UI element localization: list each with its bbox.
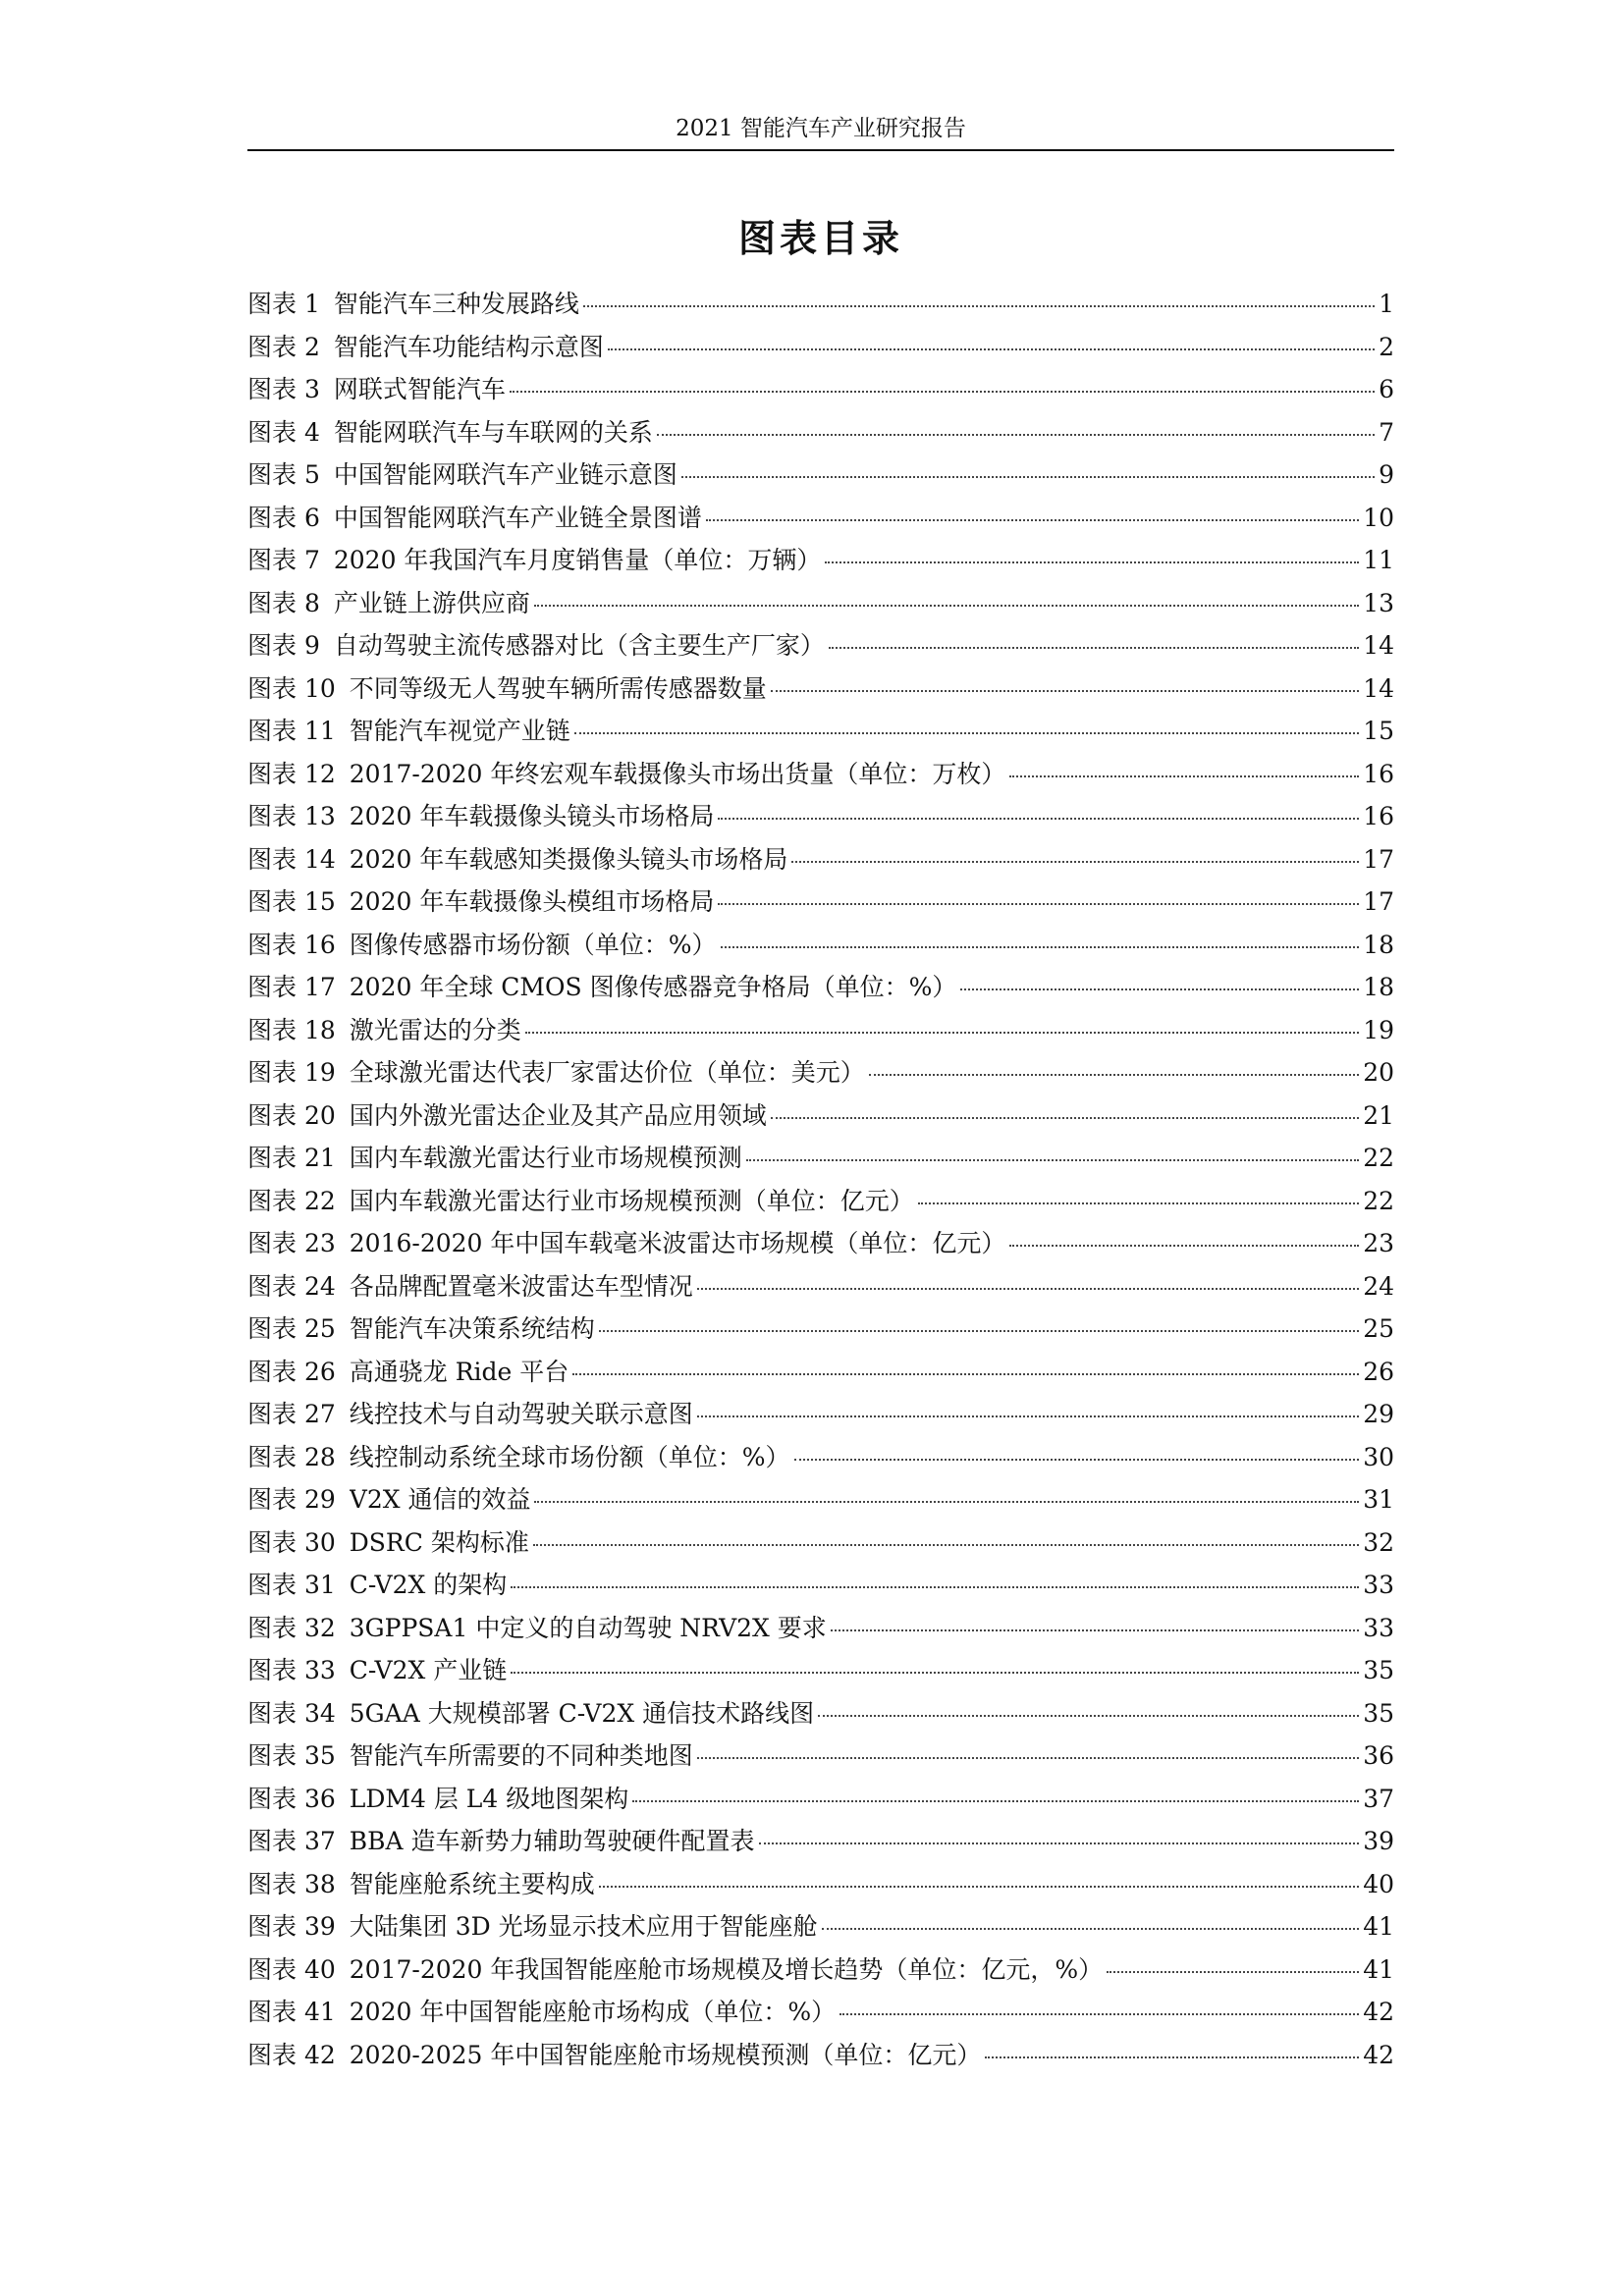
toc-entry-title: 智能汽车三种发展路线: [333, 290, 579, 318]
dot-leader: [572, 1373, 1359, 1375]
toc-entry-page-number: 24: [1363, 1271, 1394, 1301]
toc-entry[interactable]: [247, 844, 1394, 887]
toc-entry-title: 国内车载激光雷达行业市场规模预测: [349, 1144, 742, 1172]
toc-entry-title: 2020 年车载摄像头模组市场格局: [349, 887, 715, 916]
toc-entry-title: 不同等级无人驾驶车辆所需传感器数量: [349, 673, 767, 703]
toc-entry-title: 各品牌配置毫米波雷达车型情况: [349, 1271, 693, 1301]
dot-leader: [510, 391, 1375, 393]
dot-leader: [721, 946, 1360, 948]
toc-entry[interactable]: [247, 1954, 1394, 1998]
toc-entry-label: 图表 35: [247, 1741, 336, 1770]
toc-entry-label: 图表 34: [247, 1698, 336, 1728]
toc-entry-label: 图表 26: [247, 1357, 336, 1386]
toc-entry-label: 图表 15: [247, 887, 336, 916]
toc-entry[interactable]: [247, 1057, 1394, 1100]
dot-leader: [985, 2056, 1359, 2058]
toc-entry-page-number: 22: [1363, 1144, 1394, 1172]
header-divider: [247, 149, 1394, 151]
toc-entry[interactable]: [247, 1570, 1394, 1613]
toc-entry-title: 国内外激光雷达企业及其产品应用领域: [349, 1100, 767, 1130]
dot-leader: [794, 1459, 1360, 1461]
toc-entry-title: 产业链上游供应商: [333, 588, 530, 617]
toc-entry-label: 图表 3: [247, 375, 320, 403]
toc-entry-page-number: 6: [1379, 375, 1394, 403]
dot-leader: [583, 305, 1375, 307]
dot-leader: [759, 1842, 1360, 1844]
toc-entry-title: 网联式智能汽车: [333, 375, 506, 403]
toc-entry[interactable]: [247, 886, 1394, 930]
toc-entry-title: 激光雷达的分类: [349, 1015, 521, 1044]
toc-entry[interactable]: [247, 1186, 1394, 1229]
toc-entry-label: 图表 23: [247, 1229, 336, 1257]
toc-entry-label: 图表 30: [247, 1527, 336, 1557]
toc-entry-title: 2020 年我国汽车月度销售量（单位：万辆）: [333, 546, 822, 574]
toc-entry-page-number: 13: [1363, 588, 1394, 617]
toc-entry-page-number: 39: [1363, 1827, 1394, 1855]
toc-entry-label: 图表 8: [247, 588, 320, 617]
toc-entry-title: 中国智能网联汽车产业链示意图: [333, 460, 677, 489]
toc-entry-title: 2020 年车载摄像头镜头市场格局: [349, 802, 715, 830]
toc-entry-page-number: 35: [1363, 1698, 1394, 1728]
toc-entry-label: 图表 38: [247, 1869, 336, 1898]
toc-entry-page-number: 9: [1379, 460, 1394, 489]
dot-leader: [599, 1886, 1359, 1888]
dot-leader: [697, 1288, 1359, 1290]
toc-entry[interactable]: [247, 2040, 1394, 2083]
dot-leader: [599, 1330, 1359, 1332]
toc-entry-title: 线控技术与自动驾驶关联示意图: [349, 1400, 693, 1428]
toc-entry[interactable]: [247, 1869, 1394, 1912]
toc-entry-label: 图表 27: [247, 1400, 336, 1428]
toc-entry-title: 全球激光雷达代表厂家雷达价位（单位：美元）: [349, 1058, 865, 1087]
dot-leader: [525, 1032, 1359, 1034]
toc-entry[interactable]: [247, 1399, 1394, 1442]
dot-leader: [534, 605, 1359, 607]
toc-entry-title: 智能汽车所需要的不同种类地图: [349, 1741, 693, 1770]
toc-entry[interactable]: [247, 1271, 1394, 1314]
dot-leader: [869, 1074, 1359, 1076]
toc-entry-label: 图表 31: [247, 1571, 336, 1599]
toc-entry-label: 图表 40: [247, 1954, 336, 1984]
toc-entry[interactable]: [247, 1911, 1394, 1954]
toc-entry-title: V2X 通信的效益: [349, 1485, 531, 1514]
toc-entry[interactable]: [247, 1997, 1394, 2040]
toc-entry[interactable]: [247, 759, 1394, 802]
toc-entry-title: 高通骁龙 Ride 平台: [349, 1357, 569, 1386]
dot-leader: [791, 861, 1359, 863]
toc-entry-title: 自动驾驶主流传感器对比（含主要生产厂家）: [333, 631, 825, 660]
toc-entry-title: C-V2X 的架构: [349, 1571, 508, 1599]
toc-entry-label: 图表 18: [247, 1015, 336, 1044]
toc-entry-title: DSRC 架构标准: [349, 1527, 529, 1557]
toc-entry-page-number: 7: [1379, 417, 1394, 447]
toc-entry-page-number: 17: [1363, 844, 1394, 874]
toc-entry[interactable]: [247, 417, 1394, 460]
toc-entry-title: 2020 年中国智能座舱市场构成（单位：%）: [349, 1998, 837, 2026]
toc-entry-label: 图表 20: [247, 1100, 336, 1130]
toc-entry-label: 图表 39: [247, 1912, 336, 1941]
toc-entry-page-number: 35: [1363, 1656, 1394, 1684]
toc-entry-title: 智能汽车功能结构示意图: [333, 332, 604, 361]
toc-entry-page-number: 16: [1363, 802, 1394, 830]
toc-entry-label: 图表 25: [247, 1314, 336, 1343]
toc-entry-label: 图表 16: [247, 930, 336, 959]
toc-entry[interactable]: [247, 1740, 1394, 1784]
toc-entry[interactable]: [247, 716, 1394, 759]
toc-entry-page-number: 36: [1363, 1741, 1394, 1770]
toc-entry-page-number: 42: [1363, 2040, 1394, 2069]
dot-leader: [822, 1928, 1360, 1930]
toc-entry[interactable]: [247, 1100, 1394, 1144]
toc-entry-label: 图表 33: [247, 1656, 336, 1684]
toc-entry-label: 图表 28: [247, 1442, 336, 1471]
toc-entry-page-number: 41: [1363, 1912, 1394, 1941]
toc-entry-title: 2020-2025 年中国智能座舱市场规模预测（单位：亿元）: [349, 2040, 982, 2069]
dot-leader: [960, 988, 1359, 990]
dot-leader: [511, 1586, 1359, 1588]
toc-entry-title: 智能汽车决策系统结构: [349, 1314, 595, 1343]
toc-entry-title: 智能汽车视觉产业链: [349, 717, 570, 745]
toc-entry-page-number: 33: [1363, 1613, 1394, 1642]
toc-entry[interactable]: [247, 1313, 1394, 1357]
toc-entry-label: 图表 22: [247, 1186, 336, 1215]
toc-entry-page-number: 25: [1363, 1314, 1394, 1343]
toc-entry[interactable]: [247, 1826, 1394, 1869]
toc-entry-label: 图表 24: [247, 1271, 336, 1301]
toc-entry-label: 图表 10: [247, 673, 336, 703]
toc-entry-page-number: 40: [1363, 1869, 1394, 1898]
toc-entry-page-number: 15: [1363, 717, 1394, 745]
dot-leader: [839, 2013, 1359, 2015]
toc-entry-title: 智能网联汽车与车联网的关系: [333, 417, 653, 447]
toc-entry[interactable]: [247, 289, 1394, 332]
toc-entry[interactable]: [247, 1655, 1394, 1698]
toc-entry[interactable]: [247, 1143, 1394, 1186]
toc-entry[interactable]: [247, 332, 1394, 375]
toc-entry-label: 图表 1: [247, 290, 320, 318]
toc-entry-label: 图表 11: [247, 717, 336, 745]
toc-entry-page-number: 2: [1379, 332, 1394, 361]
toc-entry[interactable]: [247, 545, 1394, 588]
toc-entry-title: C-V2X 产业链: [349, 1656, 508, 1684]
toc-entry-page-number: 19: [1363, 1015, 1394, 1044]
dot-leader: [825, 561, 1359, 563]
toc-entry-title: 5GAA 大规模部署 C-V2X 通信技术路线图: [349, 1698, 815, 1728]
toc-entry-page-number: 26: [1363, 1357, 1394, 1386]
toc-entry[interactable]: [247, 673, 1394, 717]
dot-leader: [511, 1672, 1359, 1674]
toc-entry-title: 大陆集团 3D 光场显示技术应用于智能座舱: [349, 1912, 818, 1941]
toc-entry-title: 3GPPSA1 中定义的自动驾驶 NRV2X 要求: [349, 1613, 827, 1642]
toc-entry[interactable]: [247, 1484, 1394, 1527]
toc-entry-label: 图表 5: [247, 460, 320, 489]
dot-leader: [718, 903, 1359, 905]
toc-entry-page-number: 30: [1363, 1442, 1394, 1471]
dot-leader: [574, 732, 1359, 734]
toc-entry-page-number: 17: [1363, 887, 1394, 916]
toc-entry[interactable]: [247, 930, 1394, 973]
toc-entry-page-number: 42: [1363, 1998, 1394, 2026]
toc-entry-page-number: 22: [1363, 1186, 1394, 1215]
toc-entry[interactable]: [247, 972, 1394, 1015]
toc-entry-label: 图表 9: [247, 631, 320, 660]
toc-entry[interactable]: [247, 1015, 1394, 1058]
toc-entry[interactable]: [247, 1357, 1394, 1400]
toc-entry-page-number: 18: [1363, 930, 1394, 959]
dot-leader: [829, 647, 1359, 649]
dot-leader: [918, 1202, 1359, 1204]
toc-entry-title: 2017-2020 年我国智能座舱市场规模及增长趋势（单位：亿元，%）: [349, 1954, 1104, 1984]
toc-entry-label: 图表 29: [247, 1485, 336, 1514]
dot-leader: [697, 1415, 1359, 1417]
toc-entry[interactable]: [247, 1228, 1394, 1271]
toc-entry[interactable]: [247, 1698, 1394, 1741]
dot-leader: [771, 1117, 1359, 1119]
toc-entry-label: 图表 41: [247, 1998, 336, 2026]
toc-entry[interactable]: [247, 503, 1394, 546]
dot-leader: [831, 1629, 1359, 1631]
toc-entry-page-number: 11: [1363, 546, 1394, 574]
dot-leader: [771, 690, 1359, 692]
toc-entry-label: 图表 6: [247, 503, 320, 532]
toc-entry[interactable]: [247, 459, 1394, 503]
toc-entry-page-number: 14: [1363, 631, 1394, 660]
dot-leader: [718, 818, 1359, 820]
toc-entry-title: 2020 年全球 CMOS 图像传感器竞争格局（单位：%）: [349, 973, 957, 1001]
toc-entry-page-number: 16: [1363, 759, 1394, 788]
toc-entry[interactable]: [247, 801, 1394, 844]
toc-entry-page-number: 21: [1363, 1100, 1394, 1130]
toc-entry[interactable]: [247, 630, 1394, 673]
toc-entry-page-number: 23: [1363, 1229, 1394, 1257]
toc-entry-label: 图表 21: [247, 1144, 336, 1172]
dot-leader: [1009, 775, 1359, 777]
toc-entry-page-number: 1: [1379, 290, 1394, 318]
toc-entry-title: 中国智能网联汽车产业链全景图谱: [333, 503, 702, 532]
toc-entry-page-number: 37: [1363, 1784, 1394, 1813]
toc-entry-label: 图表 14: [247, 844, 336, 874]
toc-entry-page-number: 18: [1363, 973, 1394, 1001]
toc-entry-title: BBA 造车新势力辅助驾驶硬件配置表: [349, 1827, 755, 1855]
toc-entry-page-number: 10: [1363, 503, 1394, 532]
toc-entry-page-number: 33: [1363, 1571, 1394, 1599]
toc-entry-label: 图表 2: [247, 332, 320, 361]
toc-entry-label: 图表 13: [247, 802, 336, 830]
toc-entry-label: 图表 17: [247, 973, 336, 1001]
toc-entry-title: 国内车载激光雷达行业市场规模预测（单位：亿元）: [349, 1186, 914, 1215]
toc-entry-label: 图表 36: [247, 1784, 336, 1813]
toc-entry-title: 2016-2020 年中国车载毫米波雷达市场规模（单位：亿元）: [349, 1229, 1006, 1257]
dot-leader: [818, 1715, 1359, 1717]
toc-entry-page-number: 14: [1363, 673, 1394, 703]
dot-leader: [706, 519, 1359, 521]
toc-entry-label: 图表 19: [247, 1058, 336, 1087]
toc-entry-title: 2020 年车载感知类摄像头镜头市场格局: [349, 844, 788, 874]
dot-leader: [534, 1501, 1359, 1503]
toc-list: [247, 289, 1394, 2082]
toc-entry-page-number: 32: [1363, 1527, 1394, 1557]
dot-leader: [681, 476, 1375, 478]
toc-entry-label: 图表 12: [247, 759, 336, 788]
dot-leader: [632, 1800, 1359, 1802]
toc-entry[interactable]: [247, 1442, 1394, 1485]
toc-entry-label: 图表 32: [247, 1613, 336, 1642]
toc-entry-title: 图像传感器市场份额（单位：%）: [349, 930, 717, 959]
toc-entry[interactable]: [247, 1527, 1394, 1571]
toc-entry-label: 图表 42: [247, 2040, 336, 2069]
dot-leader: [1107, 1971, 1359, 1973]
toc-entry-page-number: 29: [1363, 1400, 1394, 1428]
dot-leader: [697, 1757, 1359, 1759]
page-header-title: 2021 智能汽车产业研究报告: [676, 116, 966, 141]
toc-entry[interactable]: [247, 1784, 1394, 1827]
toc-entry-label: 图表 37: [247, 1827, 336, 1855]
dot-leader: [657, 434, 1375, 436]
toc-entry-page-number: 31: [1363, 1485, 1394, 1514]
toc-entry-title: 2017-2020 年终宏观车载摄像头市场出货量（单位：万枚）: [349, 759, 1006, 788]
toc-entry-title: 智能座舱系统主要构成: [349, 1869, 595, 1898]
toc-entry-page-number: 20: [1363, 1058, 1394, 1087]
toc-entry-title: 线控制动系统全球市场份额（单位：%）: [349, 1442, 790, 1471]
toc-title: 图表目录: [737, 216, 903, 260]
toc-entry[interactable]: [247, 374, 1394, 417]
dot-leader: [1009, 1245, 1359, 1247]
toc-entry-page-number: 41: [1363, 1954, 1394, 1984]
toc-entry-title: LDM4 层 L4 级地图架构: [349, 1784, 629, 1813]
toc-entry[interactable]: [247, 1613, 1394, 1656]
dot-leader: [533, 1544, 1359, 1546]
toc-entry-label: 图表 7: [247, 546, 320, 574]
toc-entry[interactable]: [247, 588, 1394, 631]
dot-leader: [746, 1159, 1359, 1161]
toc-entry-label: 图表 4: [247, 417, 320, 447]
dot-leader: [608, 348, 1375, 350]
